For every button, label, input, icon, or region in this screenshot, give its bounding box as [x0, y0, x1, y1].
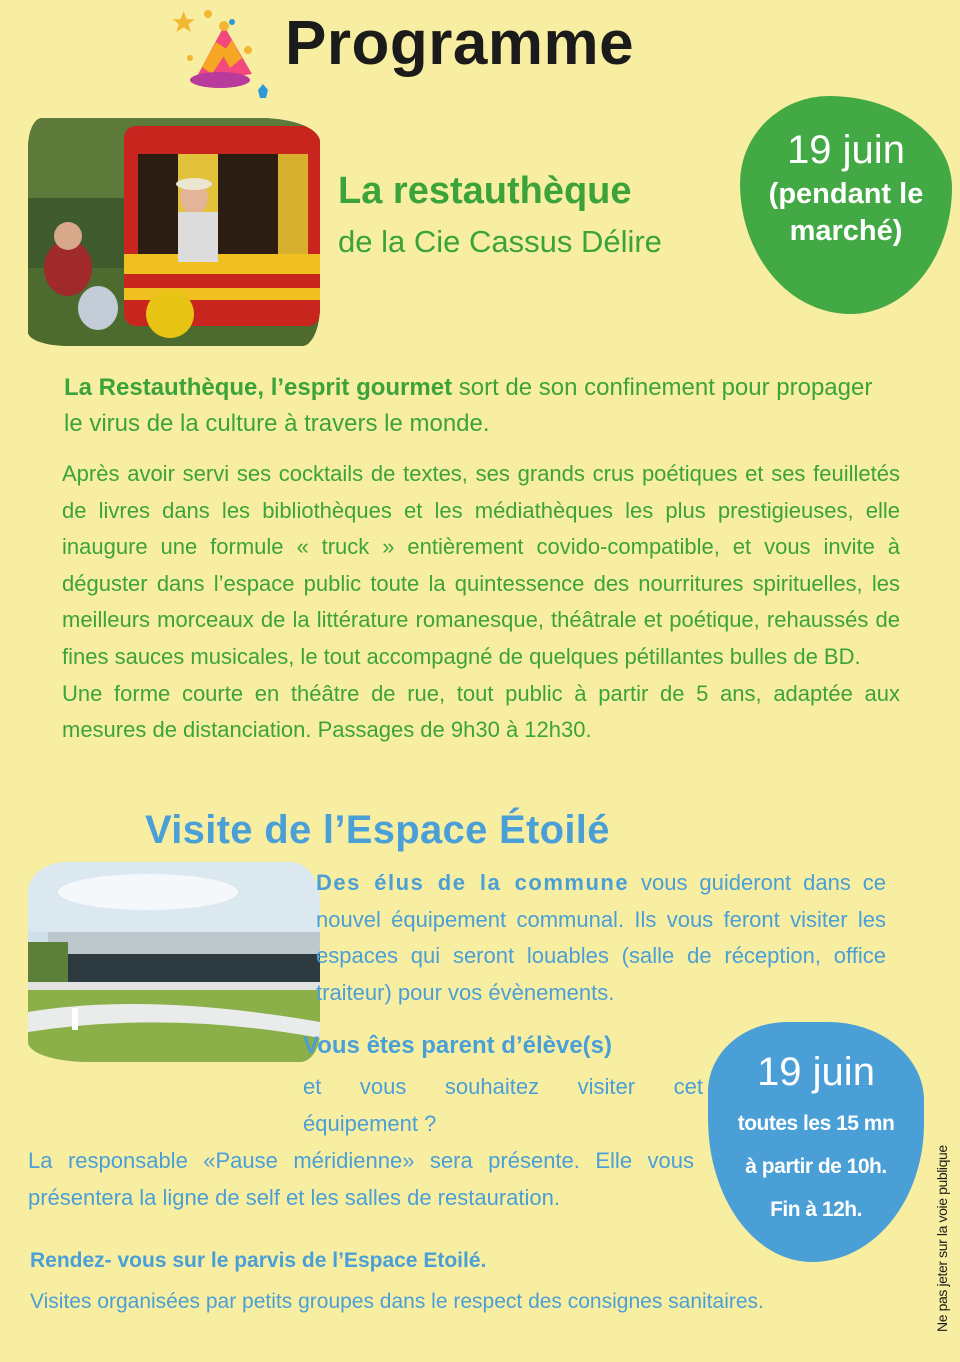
event2-date-badge — [708, 1022, 924, 1262]
event1-paragraph1: Après avoir servi ses cocktails de textes, ses grands crus poétiques et ses feuilletés de livres dans les bibliothèques et les médiathèques les plus prestigieuses, elle inaugure une formule « truck » entièrement covido-compatible, et vous invite à déguster dans l’espace public toute la quintessence des nourritures spirituelles, les meilleurs morceaux de la littérature romanesque, théâtrale et poétique, rehaussés de fines sauces musicales, le tout accompagné de quelques pétillantes bulles de BD. — [62, 461, 900, 669]
parent-question — [303, 1069, 703, 1142]
restautheque-photo — [28, 118, 320, 346]
event2-date: 19 juin — [757, 1050, 875, 1094]
event2-date-line1: toutes les 15 mn — [737, 1112, 895, 1135]
event2-intro — [316, 865, 886, 1011]
event1-date: 19 juin — [787, 128, 905, 172]
espace-etoile-photo — [28, 862, 320, 1062]
page-title: Programme — [285, 9, 635, 78]
event2-intro-bold: Des élus de la commune — [316, 870, 630, 895]
event1-description — [62, 456, 900, 749]
event2-title: Visite de l’Espace Étoilé — [145, 808, 610, 852]
event2-date-line2: à partir de 10h. — [745, 1155, 887, 1178]
event1-paragraph2: Une forme courte en théâtre de rue, tout public à partir de 5 ans, adaptée aux mesures de distanciation. Passages de 9h30 à 12h30. — [62, 680, 900, 743]
parent-heading: Vous êtes parent d’élève(s) — [303, 1032, 612, 1059]
party-hat-icon — [168, 4, 278, 104]
event1-date-badge — [740, 96, 952, 314]
event1-lead — [64, 370, 894, 442]
event1-title: La restauthèque — [338, 170, 632, 212]
rendezvous-text: Rendez- vous sur le parvis de l’Espace Etoilé. — [30, 1249, 487, 1272]
vertical-disposal-note: Ne pas jeter sur la voie publique — [934, 1145, 950, 1332]
event1-date-note: (pendant le marché) — [768, 178, 924, 247]
visits-note: Visites organisées par petits groupes dans le respect des consignes sanitaires. — [30, 1290, 764, 1313]
event1-subtitle: de la Cie Cassus Délire — [338, 224, 662, 259]
event1-lead-bold: La Restauthèque, l’esprit gourmet — [64, 374, 453, 401]
event2-intro-rest: vous guideront dans ce nouvel équipement communal. Ils vous feront visiter les espaces qui seront louables (salle de réception, office traiteur) pour vos évènements. — [316, 870, 886, 1005]
pause-meridienne-text: La responsable «Pause méridienne» sera présente. Elle vous présentera la ligne de self et les salles de restauration. — [28, 1148, 694, 1210]
parent-line1: et vous souhaitez visiter cet — [303, 1074, 703, 1099]
event1-lead-rest: sort de son confinement pour propager le virus de la culture à travers le monde. — [64, 374, 873, 437]
parent-line2: équipement ? — [303, 1110, 437, 1136]
event2-date-line3: Fin à 12h. — [770, 1198, 862, 1221]
